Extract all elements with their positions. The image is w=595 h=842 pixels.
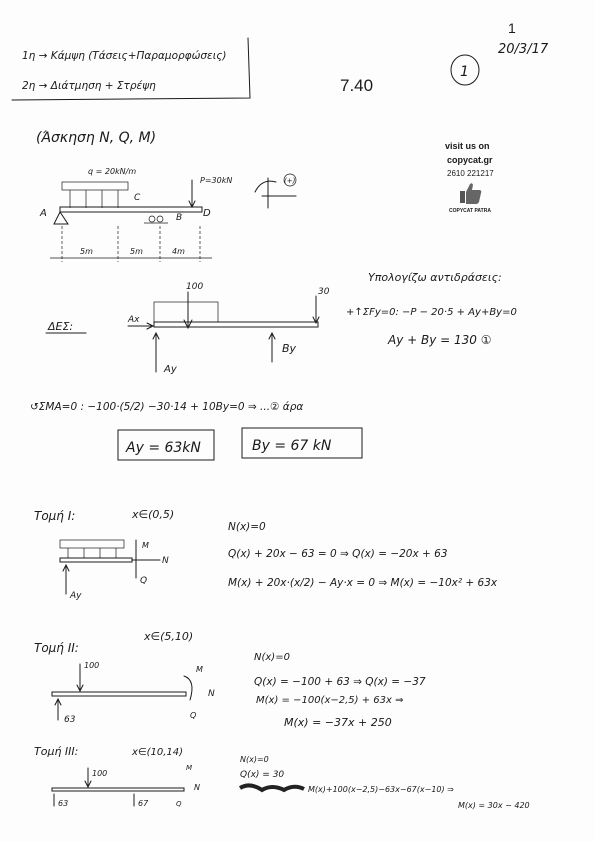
section-2-m-eq-1: M(x) = −100(x−2,5) + 63x ⇒ bbox=[256, 695, 404, 706]
distributed-load-box bbox=[62, 182, 128, 190]
section-3-support-b: 67 bbox=[138, 799, 149, 808]
section-1-m: M bbox=[142, 541, 149, 550]
section-2-load: 100 bbox=[84, 661, 100, 670]
fbd-load-30: 30 bbox=[318, 287, 330, 297]
section-3 bbox=[34, 745, 530, 810]
eq-sum-ma: ↺ΣMA=0 : −100·(5/2) −30·14 + 10By=0 ⇒ ...② άρα bbox=[30, 401, 304, 413]
section-1-n-eq: N(x)=0 bbox=[228, 521, 266, 533]
fbd-by: By bbox=[282, 342, 297, 355]
exercise-title: (Άσκηση N, Q, M) bbox=[36, 130, 157, 146]
section-2-support: 63 bbox=[64, 715, 76, 725]
section-3-load: 100 bbox=[92, 769, 108, 778]
point-a: A bbox=[40, 208, 47, 219]
section-1-range: x∈(0,5) bbox=[132, 508, 175, 521]
topic-1: 1η → Κάμψη (Τάσεις+Παραμορφώσεις) bbox=[22, 50, 227, 62]
circled-number: 1 bbox=[460, 64, 469, 80]
section-2 bbox=[34, 630, 426, 729]
section-2-m: M bbox=[196, 665, 203, 674]
scribble-mark bbox=[240, 785, 304, 790]
section-2-range: x∈(5,10) bbox=[144, 630, 194, 643]
section-3-n: N bbox=[194, 783, 200, 792]
section-3-q: Q bbox=[176, 800, 182, 808]
section-2-m-eq-2: M(x) = −37x + 250 bbox=[284, 716, 392, 729]
section-3-m: M bbox=[186, 764, 193, 772]
roller-support-b bbox=[149, 216, 155, 222]
fbd-beam bbox=[154, 322, 318, 327]
load-p-label: P=30kN bbox=[200, 176, 233, 185]
point-d: D bbox=[203, 208, 211, 219]
fbd-label: ΔΕΣ: bbox=[48, 320, 74, 333]
dim-2: 5m bbox=[130, 247, 143, 256]
stamp-brand: COPYCAT PATRA bbox=[449, 208, 491, 214]
section-3-q-eq: Q(x) = 30 bbox=[240, 770, 285, 780]
section-2-n-eq: N(x)=0 bbox=[254, 652, 290, 663]
free-body-diagram bbox=[46, 282, 330, 375]
dim-3: 4m bbox=[172, 247, 185, 256]
section-1-m-eq: M(x) + 20x·(x/2) − Ay·x = 0 ⇒ M(x) = −10x² + 63x bbox=[228, 577, 498, 589]
stamp-visit-label: visit us on bbox=[445, 141, 490, 151]
section-1-ay: Ay bbox=[70, 591, 82, 601]
section-2-q: Q bbox=[190, 711, 197, 720]
section-3-support-a: 63 bbox=[58, 799, 69, 808]
point-b: B bbox=[176, 213, 183, 223]
section-3-m-eq-2: M(x) = 30x − 420 bbox=[458, 801, 530, 810]
section-1-n: N bbox=[162, 556, 169, 566]
section-3-title: Τομή III: bbox=[34, 745, 79, 758]
fbd-ay: Ay bbox=[164, 364, 177, 375]
beam bbox=[60, 207, 202, 212]
sign-plus: (+) bbox=[284, 177, 296, 185]
result-ay: Ay = 63kN bbox=[126, 440, 201, 456]
section-2-title: Τομή II: bbox=[34, 641, 79, 655]
sign-convention bbox=[255, 174, 296, 208]
section-1-title: Τομή I: bbox=[34, 509, 76, 523]
eq-sum-fy: +↑ΣFy=0: −P − 20·5 + Ay+By=0 bbox=[346, 307, 517, 318]
reactions-heading: Υπολογίζω αντιδράσεις: bbox=[368, 271, 502, 284]
fbd-ax: Ax bbox=[128, 315, 140, 325]
section-1-q-eq: Q(x) + 20x − 63 = 0 ⇒ Q(x) = −20x + 63 bbox=[228, 548, 448, 560]
result-by: By = 67 kN bbox=[252, 438, 332, 454]
pin-support-a bbox=[54, 212, 68, 224]
section-2-n: N bbox=[208, 689, 215, 699]
date: 20/3/17 bbox=[498, 42, 549, 57]
section-1-q: Q bbox=[140, 576, 148, 586]
stamp-website: copycat.gr bbox=[447, 155, 493, 165]
beam-sketch bbox=[39, 167, 232, 262]
header-topics bbox=[12, 38, 250, 100]
section-3-m-eq-1: M(x)+100(x−2,5)−63x−67(x−10) ⇒ bbox=[308, 785, 454, 794]
section-3-n-eq: N(x)=0 bbox=[240, 755, 269, 764]
page-number: 1 bbox=[508, 20, 516, 36]
eq-ay-by: Ay + By = 130 ① bbox=[388, 333, 492, 347]
section-3-range: x∈(10,14) bbox=[132, 747, 184, 758]
dim-1: 5m bbox=[80, 247, 93, 256]
stamp-phone: 2610 221217 bbox=[447, 169, 494, 178]
section-2-q-eq: Q(x) = −100 + 63 ⇒ Q(x) = −37 bbox=[254, 676, 426, 688]
load-q-label: q = 20kN/m bbox=[88, 167, 137, 176]
point-c: C bbox=[134, 193, 141, 203]
document-number: 7.40 bbox=[340, 76, 374, 95]
topic-2: 2η → Διάτμηση + Στρέψη bbox=[22, 80, 156, 92]
section-1 bbox=[34, 508, 498, 601]
fbd-load-100: 100 bbox=[186, 282, 204, 292]
